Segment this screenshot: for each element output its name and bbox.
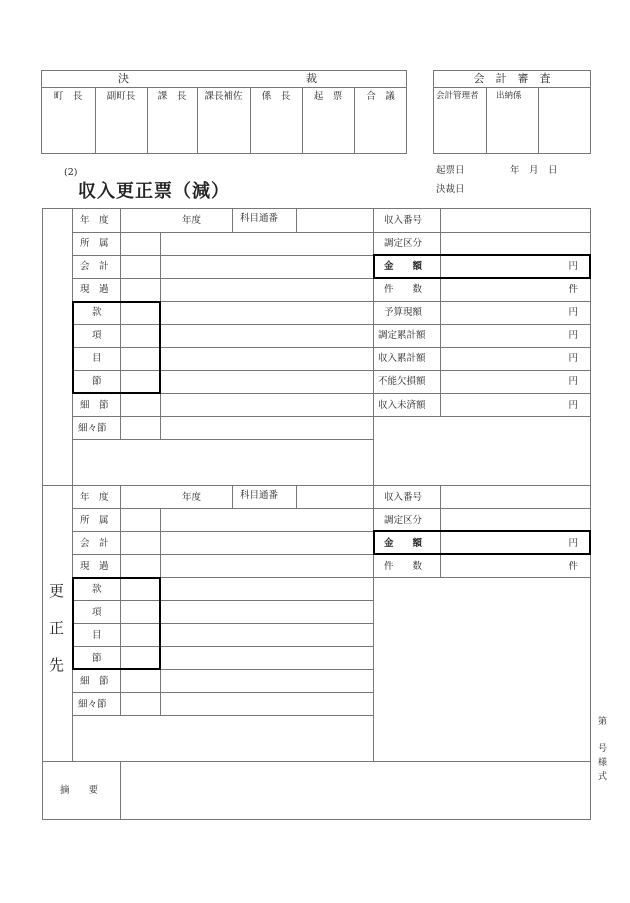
page-title: 収入更正票（減）	[78, 181, 230, 202]
row-label: 項	[92, 330, 102, 341]
unit-label: 件	[568, 561, 578, 572]
kamoku-label: 科目通番	[240, 490, 279, 501]
right-label: 収入未済額	[378, 400, 426, 411]
unit-label: 件	[568, 284, 578, 295]
role-label: 課長補佐	[204, 91, 243, 102]
form-number: (2)	[64, 167, 78, 178]
unit-label: 円	[568, 353, 578, 364]
unit-label: 円	[568, 330, 578, 341]
right-label: 件 数	[384, 284, 423, 295]
decision-right-label: 裁	[306, 72, 317, 85]
right-label: 収入累計額	[378, 353, 426, 364]
right-label: 不能欠損額	[378, 376, 426, 387]
row-label: 会 計	[80, 538, 109, 549]
right-label: 調定区分	[384, 515, 423, 526]
row-label: 所 属	[80, 238, 109, 249]
role-label: 起 票	[313, 91, 343, 102]
margin-note: 第	[598, 717, 608, 727]
summary-label: 摘 要	[60, 785, 99, 796]
row-label: 款	[92, 584, 102, 595]
unit-label: 円	[568, 376, 578, 387]
role-label: 町 長	[53, 91, 83, 102]
right-label: 収入番号	[384, 215, 423, 226]
role-label: 副町長	[106, 91, 136, 102]
kihyo-date-label: 起票日	[436, 165, 465, 176]
row-label: 款	[92, 307, 102, 318]
row-label: 会 計	[80, 261, 109, 272]
row-label: 目	[92, 353, 102, 364]
row-label: 細 節	[80, 400, 109, 411]
kan-kou-moku-setsu-box	[72, 301, 161, 394]
nendo-value: 年度	[182, 492, 202, 503]
row-label: 節	[92, 376, 102, 387]
right-label: 予算現額	[384, 307, 423, 318]
right-label: 調定累計額	[378, 330, 426, 341]
nendo-label: 年 度	[80, 215, 109, 226]
right-label: 収入番号	[384, 492, 423, 503]
audit-title: 会 計 審 査	[473, 72, 551, 85]
row-label: 項	[92, 607, 102, 618]
row-label: 細々節	[78, 423, 107, 434]
row-label: 現 過	[80, 284, 109, 295]
role-label: 合 議	[366, 91, 395, 102]
margin-note: 式	[598, 772, 608, 782]
role-label: 係 長	[261, 91, 291, 102]
row-label: 目	[92, 630, 102, 641]
row-label: 節	[92, 653, 102, 664]
unit-label: 円	[568, 261, 578, 272]
kessai-date-label: 決裁日	[436, 184, 465, 195]
row-label: 細 節	[80, 676, 109, 687]
kan-kou-moku-setsu-box-bottom	[72, 577, 161, 670]
side-label: 正	[49, 619, 65, 637]
side-label: 先	[49, 656, 65, 674]
unit-label: 円	[568, 400, 578, 411]
role-label: 課 長	[157, 91, 187, 102]
kamoku-label: 科目通番	[240, 213, 279, 224]
side-label: 更	[49, 582, 65, 600]
right-label: 件 数	[384, 561, 423, 572]
margin-note: 号	[598, 744, 608, 754]
audit-role-label: 出納係	[496, 91, 522, 101]
unit-label: 円	[568, 307, 578, 318]
date-units: 年 月 日	[510, 165, 558, 176]
nendo-label: 年 度	[80, 492, 109, 503]
row-label: 細々節	[78, 699, 107, 710]
right-label: 金 額	[384, 538, 423, 549]
row-label: 所 属	[80, 515, 109, 526]
main-form	[42, 208, 591, 820]
nendo-value: 年度	[182, 215, 202, 226]
right-label: 金 額	[384, 261, 423, 272]
right-label: 調定区分	[384, 238, 423, 249]
decision-left-label: 決	[118, 72, 129, 85]
audit-role-label: 会計管理者	[436, 91, 479, 101]
margin-note: 様	[598, 758, 608, 768]
row-label: 現 過	[80, 561, 109, 572]
unit-label: 円	[568, 538, 578, 549]
